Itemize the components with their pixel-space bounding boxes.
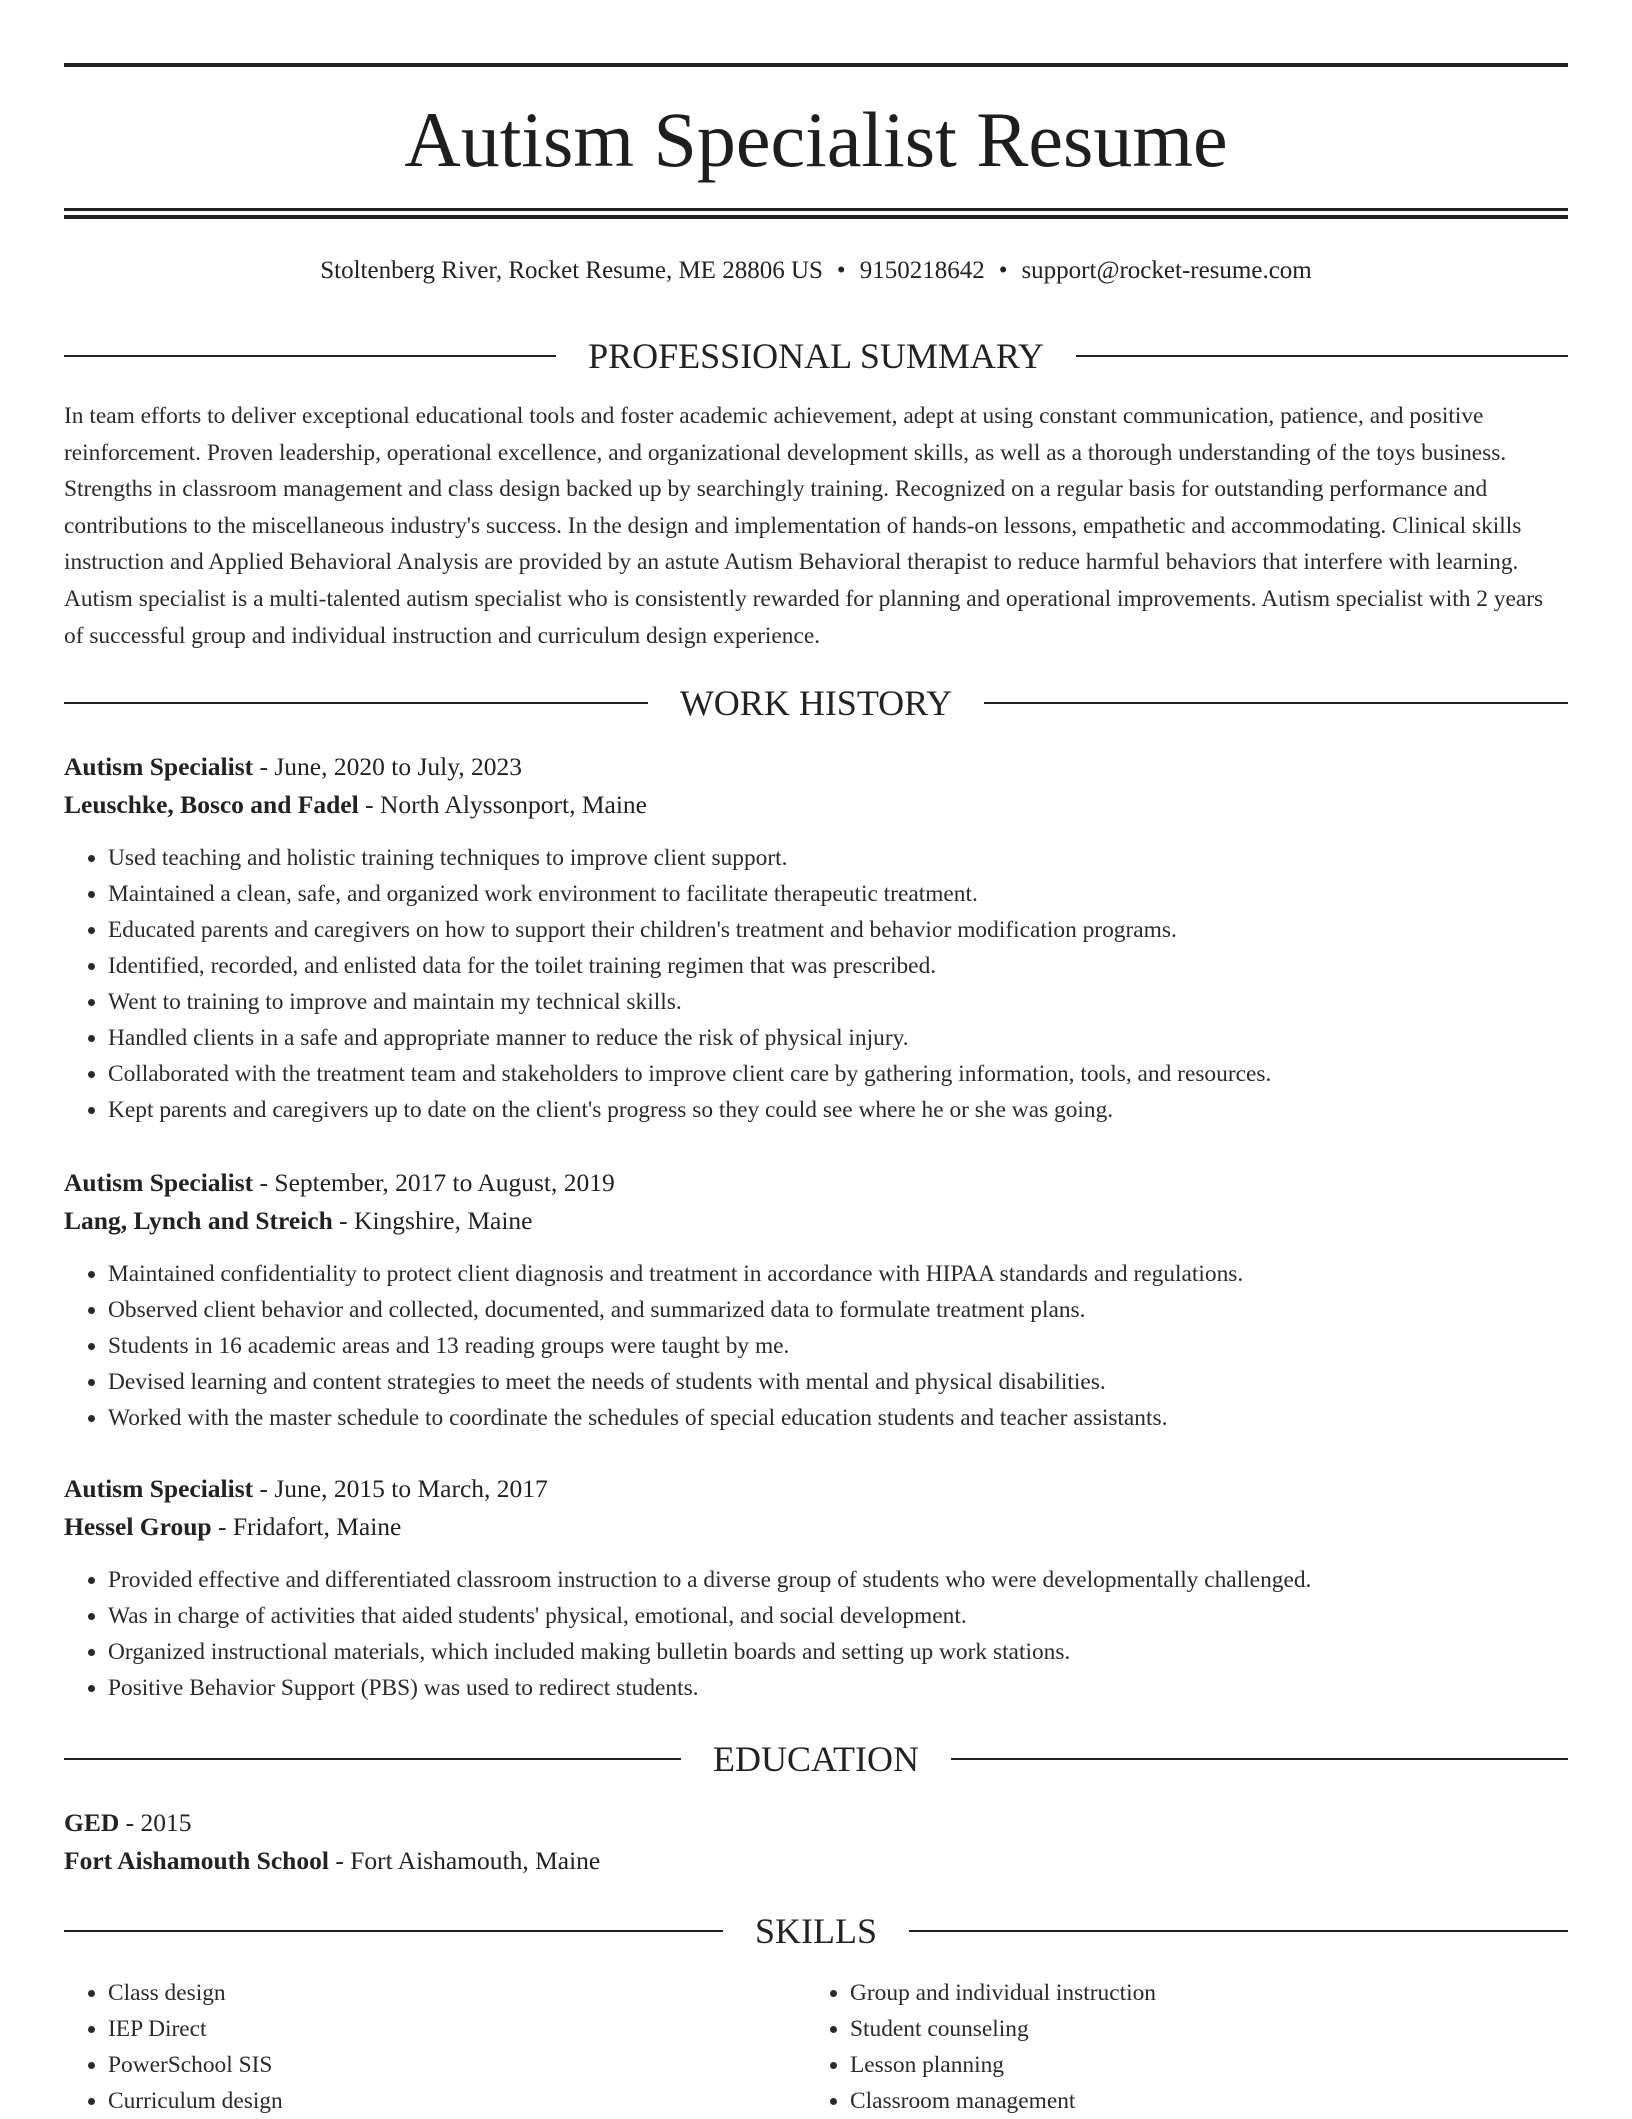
list-item: • Student counseling — [850, 2011, 1548, 2047]
contact-phone: 9150218642 — [859, 257, 985, 284]
title-double-rule-upper — [64, 208, 1568, 211]
section-title-work-history: WORK HISTORY — [679, 683, 953, 723]
job-bullets — [64, 840, 1568, 1128]
job-company-line — [64, 1508, 1568, 1546]
contact-address: Stoltenberg River, Rocket Resume, ME 28806 US — [320, 257, 823, 284]
job-dates: - September, 2017 to August, 2019 — [253, 1168, 615, 1197]
section-rule — [64, 355, 556, 357]
contact-separator: • — [836, 257, 846, 284]
list-item: • Educated parents and caregivers on how to support their children's treatment and behavior modification programs. — [108, 912, 1568, 948]
section-rule — [984, 702, 1568, 704]
section-rule — [951, 1758, 1568, 1760]
contact-separator: • — [998, 257, 1008, 284]
job-role: Autism Specialist — [64, 752, 254, 781]
job-entry-2 — [64, 1164, 1568, 1436]
education-year: - 2015 — [119, 1808, 192, 1837]
section-header-education — [64, 1737, 1568, 1781]
list-item: • PowerSchool SIS — [108, 2047, 806, 2083]
list-item: • Organized instructional materials, which included making bulletin boards and setting up work stations. — [108, 1634, 1568, 1670]
list-item: • Identified, recorded, and enlisted data for the toilet training regimen that was prescribed. — [108, 948, 1568, 984]
section-rule — [1076, 355, 1568, 357]
job-role: Autism Specialist — [64, 1474, 254, 1503]
list-item: • Devised learning and content strategies to meet the needs of students with mental and physical disabilities. — [108, 1364, 1568, 1400]
contact-line — [64, 254, 1568, 288]
skills-list-left — [64, 1975, 806, 2119]
section-title-skills: SKILLS — [755, 1911, 878, 1951]
page-title: Autism Specialist Resume — [404, 96, 1228, 183]
contact-email: support@rocket-resume.com — [1021, 257, 1312, 284]
list-item: • Curriculum design — [108, 2083, 806, 2119]
list-item: • Observed client behavior and collected, documented, and summarized data to formulate treatment plans. — [108, 1292, 1568, 1328]
section-title-summary: PROFESSIONAL SUMMARY — [588, 336, 1044, 376]
job-title-line — [64, 1470, 1568, 1508]
education-school-line — [64, 1842, 1568, 1880]
section-header-summary — [64, 334, 1568, 378]
section-title-education: EDUCATION — [713, 1739, 919, 1779]
job-company-line — [64, 786, 1568, 824]
job-dates: - June, 2015 to March, 2017 — [253, 1474, 548, 1503]
job-entry-1 — [64, 748, 1568, 1128]
job-bullets — [64, 1562, 1568, 1706]
list-item: • Classroom management — [850, 2083, 1548, 2119]
section-rule — [909, 1930, 1568, 1932]
list-item: • Went to training to improve and maintain my technical skills. — [108, 984, 1568, 1020]
list-item: • Positive Behavior Support (PBS) was used to redirect students. — [108, 1670, 1568, 1706]
education-school: Fort Aishamouth School — [64, 1846, 329, 1875]
list-item: • Was in charge of activities that aided students' physical, emotional, and social development. — [108, 1598, 1568, 1634]
summary-paragraph: In team efforts to deliver exceptional educational tools and foster academic achievement, adept at using constant communication, patience, and positive reinforcement. Proven leadership, operational excellence, and organizational development skills, as well as a thorough understanding of the toys business. Strengths in classroom management and class design backed up by searchingly training. Recognized on a regular basis for outstanding performance and contributions to the miscellaneous industry's success. In the design and implementation of hands-on lessons, empathetic and accommodating. Clinical skills instruction and Applied Behavioral Analysis are provided by an astute Autism Behavioral therapist to reduce harmful behaviors that interfere with learning. Autism specialist is a multi-talented autism specialist who is consistently rewarded for planning and operational improvements. Autism specialist with 2 years of successful group and individual instruction and curriculum design experience. — [64, 403, 1544, 649]
list-item: • Provided effective and differentiated classroom instruction to a diverse group of students who were developmentally challenged. — [108, 1562, 1568, 1598]
education-degree-line — [64, 1804, 1568, 1842]
job-company: Lang, Lynch and Streich — [64, 1206, 333, 1235]
job-entry-3 — [64, 1470, 1568, 1706]
list-item: • Maintained a clean, safe, and organized work environment to facilitate therapeutic treatment. — [108, 876, 1568, 912]
section-header-work-history — [64, 681, 1568, 725]
list-item: • Group and individual instruction — [850, 1975, 1548, 2011]
job-location: - North Alyssonport, Maine — [358, 790, 647, 819]
job-role: Autism Specialist — [64, 1168, 254, 1197]
job-company-line — [64, 1202, 1568, 1240]
list-item: • Worked with the master schedule to coordinate the schedules of special education students and teacher assistants. — [108, 1400, 1568, 1436]
top-rule — [64, 63, 1568, 67]
title-double-rule-lower — [64, 215, 1568, 219]
skills-columns — [64, 1975, 1568, 2119]
list-item: • Lesson planning — [850, 2047, 1548, 2083]
list-item: • Collaborated with the treatment team and stakeholders to improve client care by gathering information, tools, and resources. — [108, 1056, 1568, 1092]
list-item: • IEP Direct — [108, 2011, 806, 2047]
job-location: - Kingshire, Maine — [332, 1206, 533, 1235]
job-location: - Fridafort, Maine — [211, 1512, 402, 1541]
section-rule — [64, 1930, 723, 1932]
list-item: • Used teaching and holistic training techniques to improve client support. — [108, 840, 1568, 876]
education-entry — [64, 1804, 1568, 1880]
section-header-skills — [64, 1909, 1568, 1953]
job-company: Hessel Group — [64, 1512, 212, 1541]
list-item: • Class design — [108, 1975, 806, 2011]
list-item: • Kept parents and caregivers up to date on the client's progress so they could see where he or she was going. — [108, 1092, 1568, 1128]
list-item: • Students in 16 academic areas and 13 reading groups were taught by me. — [108, 1328, 1568, 1364]
job-dates: - June, 2020 to July, 2023 — [253, 752, 523, 781]
education-location: - Fort Aishamouth, Maine — [328, 1846, 601, 1875]
list-item: • Maintained confidentiality to protect client diagnosis and treatment in accordance with HIPAA standards and regulations. — [108, 1256, 1568, 1292]
skills-list-right — [806, 1975, 1548, 2119]
job-company: Leuschke, Bosco and Fadel — [64, 790, 359, 819]
section-rule — [64, 1758, 681, 1760]
education-degree: GED — [64, 1808, 120, 1837]
list-item: • Handled clients in a safe and appropriate manner to reduce the risk of physical injury. — [108, 1020, 1568, 1056]
job-title-line — [64, 1164, 1568, 1202]
section-rule — [64, 702, 648, 704]
job-title-line — [64, 748, 1568, 786]
job-bullets — [64, 1256, 1568, 1436]
